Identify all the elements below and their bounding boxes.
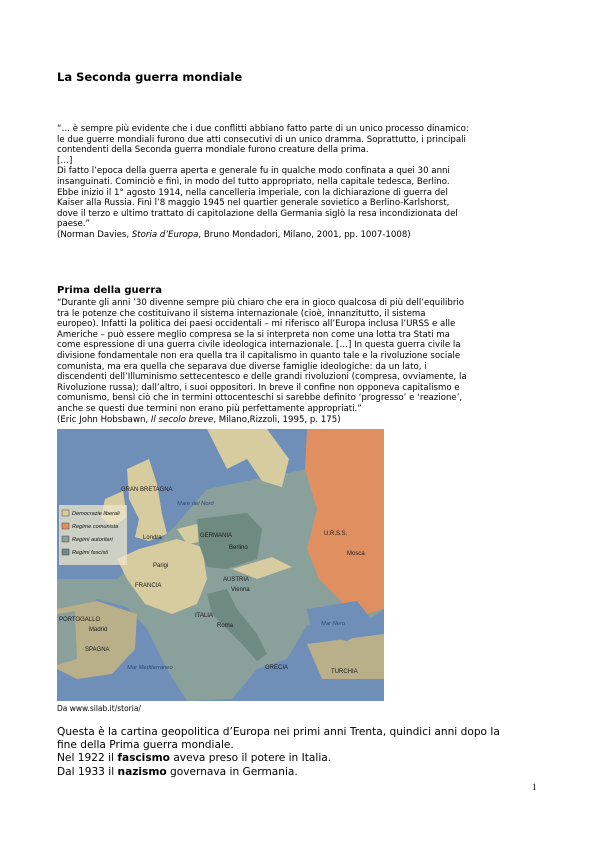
quote-line: Ebbe inizio il 1° agosto 1914, nella cancelleria imperiale, con la dichiarazione di guerra del — [57, 187, 448, 198]
map-label-berlino: Berlino — [229, 545, 248, 551]
citation-title: Storia d’Europa — [131, 229, 199, 240]
legend-swatch-communist — [62, 523, 69, 529]
map-label-francia: FRANCIA — [135, 583, 162, 589]
quote-line: comunismo, bensì ciò che in termini ottocenteschi si sarebbe definito ‘progresso’ e ‘reazione’, — [57, 393, 463, 404]
keyword-fascismo: fascismo — [117, 752, 170, 765]
body-suffix: governava in Germania. — [166, 765, 298, 778]
quote-line: paese.” — [57, 219, 90, 230]
quote-line: comunista, ma era quella che separava due diverse famiglie ideologiche: da un lato, i — [57, 361, 427, 372]
quote-line: […] — [57, 155, 73, 166]
section-heading: Prima della guerra — [57, 285, 163, 296]
map-label-vienna: Vienna — [231, 587, 250, 593]
body-prefix: Dal 1933 il — [57, 765, 118, 778]
body-line: fine della Prima guerra mondiale. — [57, 739, 234, 752]
body-suffix: aveva preso il potere in Italia. — [169, 752, 332, 765]
legend-swatch-authoritarian — [62, 536, 69, 542]
quote-line: insanguinati. Cominciò e finì, in modo del tutto appropriato, nella capitale tedesca, Berlino. — [57, 176, 450, 187]
citation-title: Il secolo breve — [150, 414, 214, 425]
citation-prefix: (Norman Davies, — [57, 229, 132, 240]
page-number: 1 — [532, 782, 537, 792]
map-label-mar-mediterraneo: Mar Mediterraneo — [127, 665, 173, 671]
citation-prefix: (Eric John Hobsbawn, — [57, 414, 151, 425]
quote-citation — [57, 230, 542, 241]
body-line — [57, 766, 527, 779]
map-label-londra: Londra — [143, 535, 162, 541]
quote-line: europeo). Infatti la politica dei paesi occidentali – mi riferisco all’Europa inclusa l’URSS e alle — [57, 319, 456, 330]
legend-label-communist: Regime comunista — [72, 524, 119, 530]
quote-line: dove il terzo e ultimo trattato di capitolazione della Germania siglò la resa incondizionata del — [57, 208, 458, 219]
keyword-nazismo: nazismo — [117, 765, 167, 778]
map-label-grecia: GRECIA — [265, 665, 289, 671]
legend-label-fascist: Regimi fascisti — [72, 550, 109, 556]
legend-swatch-fascist — [62, 549, 69, 555]
map-label-turchia: TURCHIA — [331, 669, 358, 675]
body-line — [57, 752, 527, 765]
map-legend — [59, 505, 127, 565]
quote-line: “… è sempre più evidente che i due conflitti abbiano fatto parte di un unico processo dinamico: — [57, 124, 469, 134]
quote-line: discendenti dell’Illuminismo settecentesco e delle grandi rivoluzioni (compresa, ovviamente, la — [57, 372, 467, 383]
quote-line: le due guerre mondiali furono due atti consecutivi di un unico dramma. Soprattutto, i principali — [57, 134, 466, 145]
quote-line: “Durante gli anni ’30 divenne sempre più chiaro che era in gioco qualcosa di più dell’equilibrio — [57, 298, 465, 308]
map-label-italia: ITALIA — [195, 613, 213, 619]
quote-hobsbawn — [57, 298, 542, 425]
europe-map — [57, 429, 384, 701]
map-label-portogallo: PORTOGALLO — [59, 617, 101, 623]
citation-suffix: , Bruno Mondadori, Milano, 2001, pp. 1007-1008) — [198, 229, 411, 240]
map-label-germania: GERMANIA — [200, 533, 233, 539]
quote-line: contendenti della Seconda guerra mondiale furono creature della prima. — [57, 145, 369, 156]
map-label-mosca: Mosca — [347, 551, 365, 557]
map-label-gran-bretagna: GRAN BRETAGNA — [121, 487, 173, 493]
quote-citation — [57, 415, 542, 426]
quote-line: Rivoluzione russa); dall’altro, i suoi oppositori. In breve il confine non opponeva capitalismo e — [57, 382, 460, 393]
map-label-austria: AUSTRIA — [223, 577, 250, 583]
map-label-spagna: SPAGNA — [85, 647, 110, 653]
map-label-mar-nero: Mar Nero — [321, 621, 346, 627]
citation-suffix: , Milano,Rizzoli, 1995, p. 175) — [213, 414, 341, 425]
quote-line: Di fatto l’epoca della guerra aperta e generale fu in qualche modo confinata a quei 30 anni — [57, 166, 450, 177]
legend-swatch-democracy — [62, 510, 69, 516]
page-title: La Seconda guerra mondiale — [57, 70, 243, 84]
quote-line: divisione fondamentale non era quella tra il capitalismo in quanto tale e la rivoluzione sociale — [57, 350, 461, 361]
legend-label-authoritarian: Regimi autoritari — [72, 537, 113, 543]
body-line: Questa è la cartina geopolitica d’Europa nei primi anni Trenta, quindici anni dopo la — [57, 726, 500, 738]
quote-line: anche se questi due termini non erano più perfettamente appropriati.” — [57, 403, 362, 414]
map-label-madrid: Madrid — [89, 627, 108, 633]
quote-line: tra le potenze che costituivano il sistema internazionale (cioè, innanzitutto, il sistema — [57, 308, 426, 319]
map-label-roma: Roma — [217, 623, 234, 629]
map-label-parigi: Parigi — [153, 563, 169, 569]
body-text — [57, 726, 527, 779]
quote-line: come espressione di una guerra civile ideologica internazionale. […] In questa guerra civile la — [57, 340, 461, 351]
quote-line: Americhe – può essere meglio compresa se la si interpreta non come una lotta tra Stati ma — [57, 329, 450, 340]
quote-davies — [57, 124, 542, 241]
body-prefix: Nel 1922 il — [57, 752, 118, 765]
map-caption: Da www.silab.it/storia/ — [57, 704, 141, 713]
legend-label-democracy: Democrazie liberali — [72, 511, 120, 517]
map-label-urss: U.R.S.S. — [324, 531, 348, 537]
quote-line: Kaiser alla Russia. Finì l’8 maggio 1945 nel quartier generale sovietico a Berlino-Karlshorst, — [57, 198, 450, 209]
map-label-mare-del-nord: Mare del Nord — [177, 501, 214, 507]
